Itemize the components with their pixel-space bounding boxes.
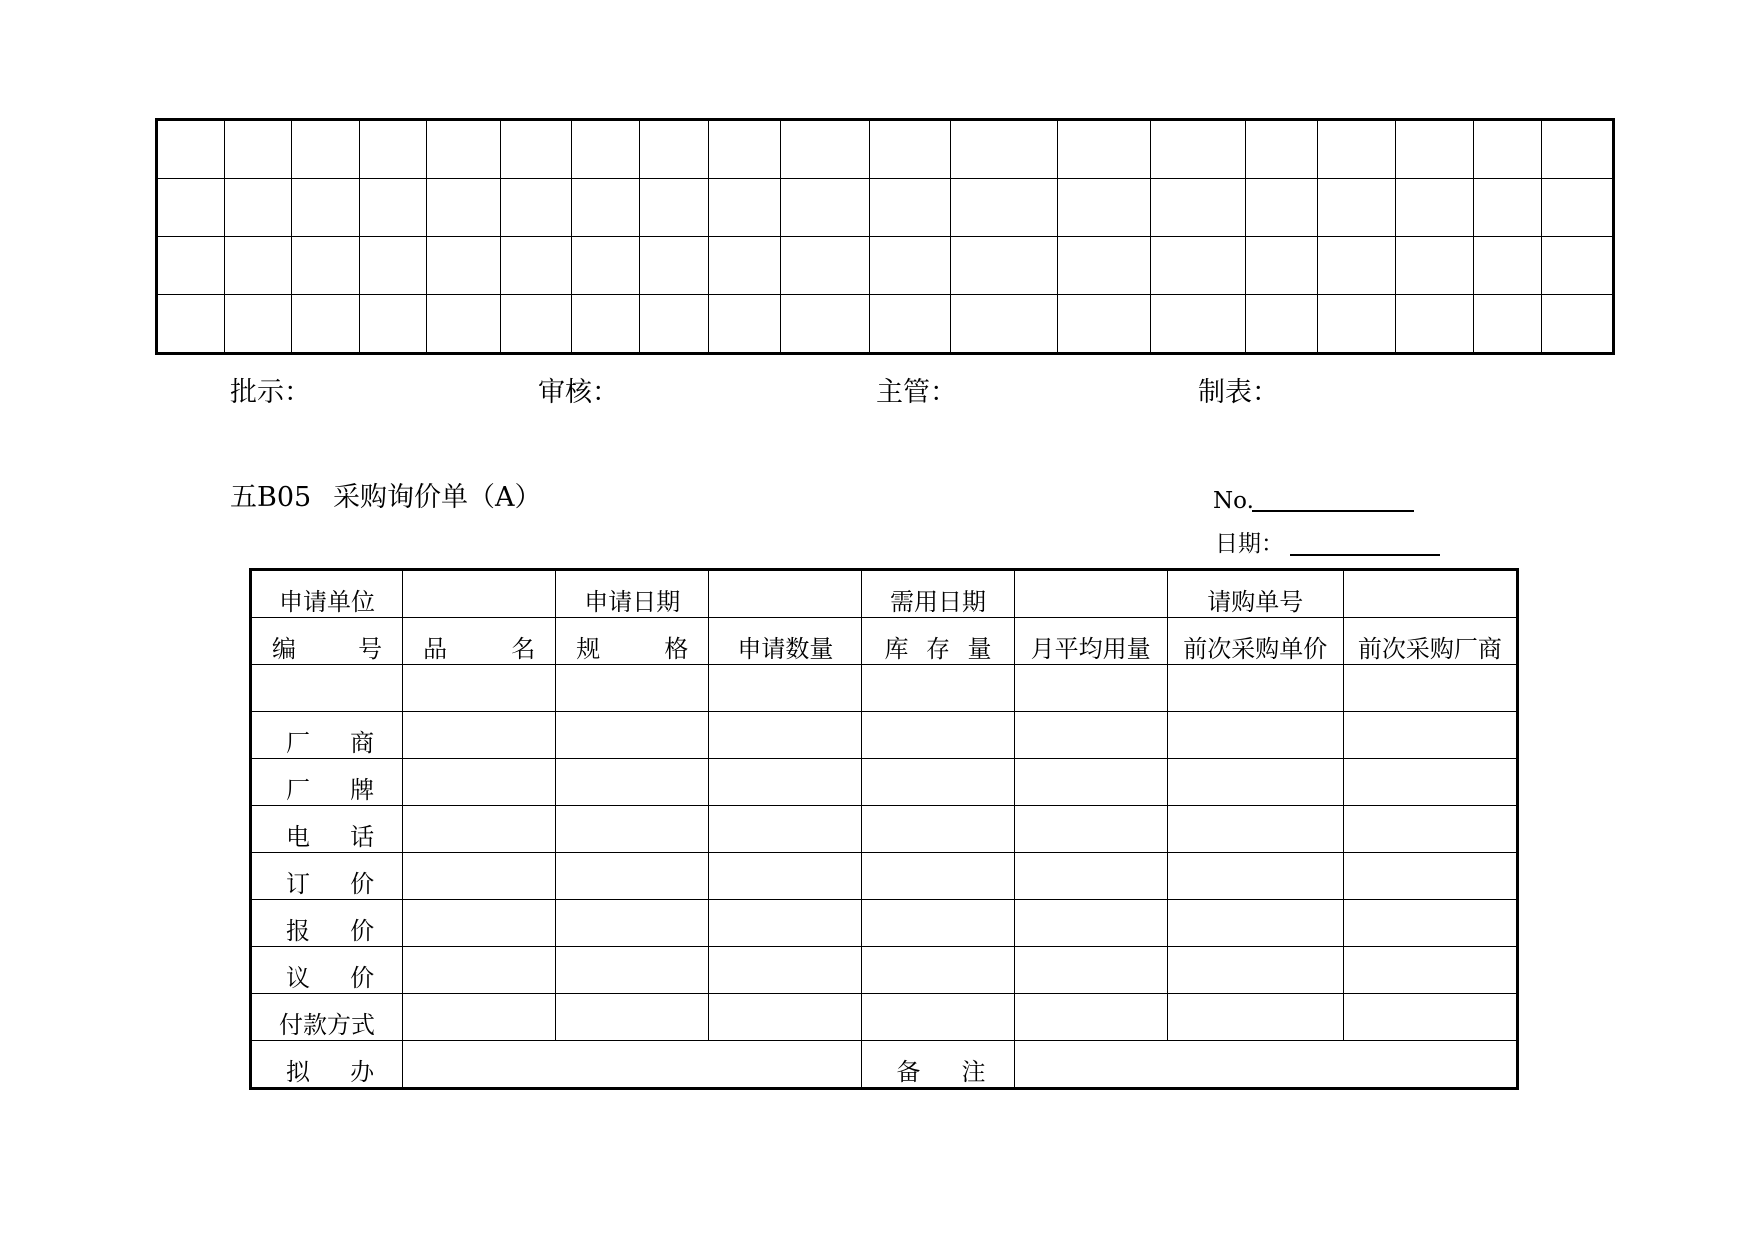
quote-price-cell[interactable]	[709, 900, 862, 947]
phone-cell[interactable]	[709, 806, 862, 853]
item-cell[interactable]	[1167, 665, 1343, 712]
grid-cell[interactable]	[427, 120, 501, 179]
grid-cell[interactable]	[224, 237, 292, 295]
supervisor-label: 主管：	[876, 377, 957, 408]
brand-row	[251, 759, 1518, 806]
grid-cell[interactable]	[157, 179, 225, 237]
grid-cell[interactable]	[500, 237, 572, 295]
review-label: 审核：	[538, 377, 619, 408]
col-spec-header: 规 格	[556, 618, 709, 665]
grid-cell[interactable]	[870, 120, 951, 179]
grid-cell[interactable]	[1396, 120, 1474, 179]
phone-cell[interactable]	[556, 806, 709, 853]
phone-cell[interactable]	[1014, 806, 1167, 853]
negotiated-price-cell[interactable]	[1343, 947, 1517, 994]
col-stock-header: 库 存 量	[862, 618, 1014, 665]
grid-cell[interactable]	[1151, 120, 1246, 179]
vendor-cell[interactable]	[709, 712, 862, 759]
grid-cell[interactable]	[359, 120, 427, 179]
grid-cell[interactable]	[427, 179, 501, 237]
order-price-cell[interactable]	[709, 853, 862, 900]
quote-price-label: 报 价	[251, 900, 403, 947]
negotiated-price-cell[interactable]	[1014, 947, 1167, 994]
grid-cell[interactable]	[157, 237, 225, 295]
col-last-vendor-header: 前次采购厂商	[1343, 618, 1517, 665]
grid-cell[interactable]	[1057, 237, 1151, 295]
phone-cell[interactable]	[403, 806, 556, 853]
brand-cell[interactable]	[403, 759, 556, 806]
grid-cell[interactable]	[709, 295, 781, 354]
quote-price-row	[251, 900, 1518, 947]
grid-cell[interactable]	[224, 179, 292, 237]
date-field[interactable]	[1290, 554, 1440, 556]
number-field[interactable]	[1252, 510, 1414, 512]
order-price-cell[interactable]	[1014, 853, 1167, 900]
grid-cell[interactable]	[427, 237, 501, 295]
grid-cell[interactable]	[1246, 237, 1318, 295]
need-date-label: 需用日期	[862, 570, 1014, 618]
blank-grid-table	[155, 118, 1615, 355]
grid-cell[interactable]	[572, 120, 640, 179]
item-cell[interactable]	[556, 665, 709, 712]
grid-cell[interactable]	[1542, 295, 1614, 354]
payment-cell[interactable]	[556, 994, 709, 1041]
vendor-row	[251, 712, 1518, 759]
grid-row	[157, 237, 1614, 295]
col-monthly-header: 月平均用量	[1014, 618, 1167, 665]
grid-cell[interactable]	[359, 179, 427, 237]
form-code: 五B05	[230, 482, 312, 513]
payment-cell[interactable]	[862, 994, 1014, 1041]
grid-cell[interactable]	[1246, 179, 1318, 237]
phone-row	[251, 806, 1518, 853]
item-row	[251, 665, 1518, 712]
grid-cell[interactable]	[500, 295, 572, 354]
grid-cell[interactable]	[1151, 179, 1246, 237]
negotiated-price-cell[interactable]	[862, 947, 1014, 994]
grid-cell[interactable]	[1057, 295, 1151, 354]
grid-cell[interactable]	[1317, 120, 1396, 179]
phone-cell[interactable]	[1167, 806, 1343, 853]
remarks-label: 备 注	[862, 1041, 1014, 1089]
item-cell[interactable]	[1014, 665, 1167, 712]
grid-cell[interactable]	[639, 295, 709, 354]
inquiry-form-table	[249, 568, 1519, 1090]
number-label: No.	[1213, 488, 1254, 514]
grid-cell[interactable]	[1473, 295, 1542, 354]
item-cell[interactable]	[403, 665, 556, 712]
apply-date-field[interactable]	[709, 570, 862, 618]
quote-price-cell[interactable]	[1343, 900, 1517, 947]
grid-cell[interactable]	[1542, 120, 1614, 179]
need-date-field[interactable]	[1014, 570, 1167, 618]
quote-price-cell[interactable]	[556, 900, 709, 947]
order-price-cell[interactable]	[1343, 853, 1517, 900]
grid-cell[interactable]	[950, 120, 1057, 179]
apply-unit-field[interactable]	[403, 570, 556, 618]
grid-row	[157, 120, 1614, 179]
vendor-cell[interactable]	[1167, 712, 1343, 759]
request-no-label: 请购单号	[1167, 570, 1343, 618]
grid-cell[interactable]	[780, 237, 870, 295]
vendor-cell[interactable]	[1343, 712, 1517, 759]
negotiated-price-label: 议 价	[251, 947, 403, 994]
grid-cell[interactable]	[780, 179, 870, 237]
grid-cell[interactable]	[1396, 295, 1474, 354]
drafter-row	[251, 1041, 1518, 1089]
order-price-cell[interactable]	[556, 853, 709, 900]
vendor-label: 厂 商	[251, 712, 403, 759]
item-cell[interactable]	[862, 665, 1014, 712]
grid-cell[interactable]	[780, 295, 870, 354]
quote-price-cell[interactable]	[862, 900, 1014, 947]
vendor-cell[interactable]	[556, 712, 709, 759]
item-cell[interactable]	[709, 665, 862, 712]
apply-unit-label: 申请单位	[251, 570, 403, 618]
grid-cell[interactable]	[224, 295, 292, 354]
order-price-row	[251, 853, 1518, 900]
item-code-cell[interactable]	[251, 665, 403, 712]
item-cell[interactable]	[1343, 665, 1517, 712]
grid-cell[interactable]	[157, 295, 225, 354]
quote-price-cell[interactable]	[1167, 900, 1343, 947]
phone-cell[interactable]	[862, 806, 1014, 853]
col-name-header: 品 名	[403, 618, 556, 665]
prepared-by-label: 制表：	[1198, 377, 1279, 408]
grid-cell[interactable]	[359, 295, 427, 354]
negotiated-price-cell[interactable]	[403, 947, 556, 994]
quote-price-cell[interactable]	[403, 900, 556, 947]
grid-cell[interactable]	[870, 237, 951, 295]
grid-cell[interactable]	[292, 295, 360, 354]
brand-label: 厂 牌	[251, 759, 403, 806]
drafter-label: 拟 办	[251, 1041, 403, 1089]
grid-cell[interactable]	[1542, 179, 1614, 237]
grid-cell[interactable]	[639, 237, 709, 295]
brand-cell[interactable]	[862, 759, 1014, 806]
order-price-cell[interactable]	[403, 853, 556, 900]
grid-cell[interactable]	[1057, 120, 1151, 179]
phone-label: 电 话	[251, 806, 403, 853]
grid-cell[interactable]	[1246, 295, 1318, 354]
vendor-cell[interactable]	[1014, 712, 1167, 759]
grid-cell[interactable]	[1151, 295, 1246, 354]
grid-cell[interactable]	[780, 120, 870, 179]
payment-cell[interactable]	[1167, 994, 1343, 1041]
grid-cell[interactable]	[572, 295, 640, 354]
approve-label: 批示：	[230, 377, 311, 408]
grid-cell[interactable]	[1473, 120, 1542, 179]
payment-cell[interactable]	[1014, 994, 1167, 1041]
grid-cell[interactable]	[950, 179, 1057, 237]
grid-cell[interactable]	[1473, 237, 1542, 295]
grid-cell[interactable]	[709, 179, 781, 237]
remarks-field[interactable]	[1014, 1041, 1517, 1089]
grid-cell[interactable]	[572, 237, 640, 295]
header-row	[251, 570, 1518, 618]
payment-label: 付款方式	[251, 994, 403, 1041]
grid-cell[interactable]	[157, 120, 225, 179]
payment-cell[interactable]	[403, 994, 556, 1041]
form-title: 采购询价单（A）	[333, 482, 542, 513]
quote-price-cell[interactable]	[1014, 900, 1167, 947]
grid-cell[interactable]	[639, 120, 709, 179]
grid-cell[interactable]	[709, 120, 781, 179]
payment-cell[interactable]	[1343, 994, 1517, 1041]
grid-cell[interactable]	[1317, 295, 1396, 354]
vendor-cell[interactable]	[403, 712, 556, 759]
col-last-price-header: 前次采购单价	[1167, 618, 1343, 665]
column-header-row	[251, 618, 1518, 665]
order-price-cell[interactable]	[862, 853, 1014, 900]
grid-cell[interactable]	[1317, 237, 1396, 295]
drafter-field[interactable]	[403, 1041, 862, 1089]
grid-cell[interactable]	[292, 237, 360, 295]
grid-cell[interactable]	[1151, 237, 1246, 295]
grid-cell[interactable]	[359, 237, 427, 295]
grid-cell[interactable]	[950, 237, 1057, 295]
date-label: 日期：	[1215, 531, 1284, 557]
grid-cell[interactable]	[500, 179, 572, 237]
grid-cell[interactable]	[870, 179, 951, 237]
payment-cell[interactable]	[709, 994, 862, 1041]
negotiated-price-cell[interactable]	[709, 947, 862, 994]
negotiated-price-cell[interactable]	[556, 947, 709, 994]
grid-cell[interactable]	[1246, 120, 1318, 179]
grid-cell[interactable]	[950, 295, 1057, 354]
phone-cell[interactable]	[1343, 806, 1517, 853]
grid-cell[interactable]	[292, 120, 360, 179]
grid-cell[interactable]	[1473, 179, 1542, 237]
brand-cell[interactable]	[1014, 759, 1167, 806]
payment-row	[251, 994, 1518, 1041]
grid-row	[157, 295, 1614, 354]
grid-cell[interactable]	[292, 179, 360, 237]
grid-cell[interactable]	[1396, 179, 1474, 237]
grid-cell[interactable]	[1317, 179, 1396, 237]
col-code-header: 编 号	[251, 618, 403, 665]
brand-cell[interactable]	[1343, 759, 1517, 806]
grid-cell[interactable]	[1396, 237, 1474, 295]
grid-cell[interactable]	[870, 295, 951, 354]
grid-cell[interactable]	[572, 179, 640, 237]
order-price-label: 订 价	[251, 853, 403, 900]
order-price-cell[interactable]	[1167, 853, 1343, 900]
vendor-cell[interactable]	[862, 712, 1014, 759]
grid-cell[interactable]	[709, 237, 781, 295]
grid-cell[interactable]	[1542, 237, 1614, 295]
negotiated-price-row	[251, 947, 1518, 994]
grid-cell[interactable]	[500, 120, 572, 179]
brand-cell[interactable]	[709, 759, 862, 806]
brand-cell[interactable]	[556, 759, 709, 806]
apply-date-label: 申请日期	[556, 570, 709, 618]
brand-cell[interactable]	[1167, 759, 1343, 806]
negotiated-price-cell[interactable]	[1167, 947, 1343, 994]
grid-cell[interactable]	[639, 179, 709, 237]
request-no-field[interactable]	[1343, 570, 1517, 618]
grid-cell[interactable]	[1057, 179, 1151, 237]
grid-cell[interactable]	[224, 120, 292, 179]
col-qty-header: 申请数量	[709, 618, 862, 665]
grid-row	[157, 179, 1614, 237]
grid-cell[interactable]	[427, 295, 501, 354]
